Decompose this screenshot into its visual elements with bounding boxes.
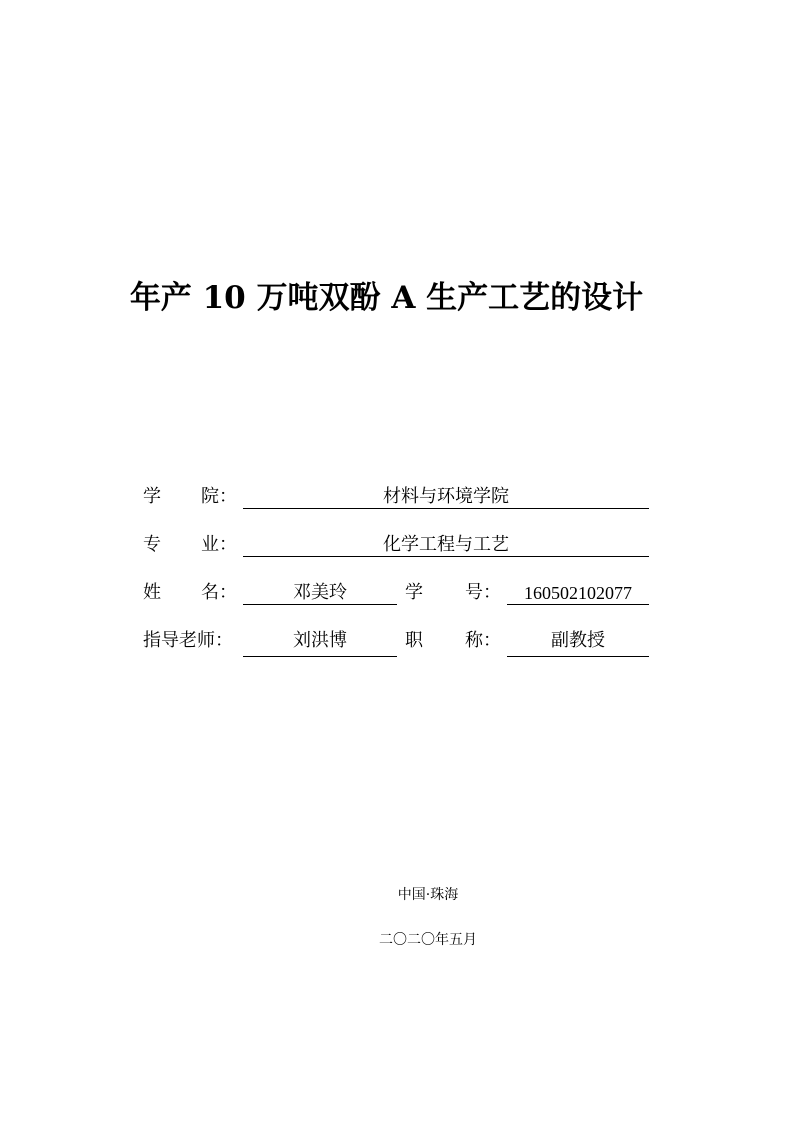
student-id-underline	[507, 604, 649, 605]
rank-label-char-1: 职	[405, 630, 423, 651]
footer-place: 中国·珠海	[397, 887, 459, 903]
student-id-value: 160502102077	[524, 583, 632, 603]
college-underline	[243, 508, 649, 509]
student-id-label-char-2: 号：	[465, 582, 501, 603]
major-label-char-1: 专	[143, 534, 161, 555]
major-underline	[243, 556, 649, 557]
footer-date: 二〇二〇年五月	[379, 932, 477, 948]
student-name-underline	[243, 604, 397, 605]
advisor-value: 刘洪博	[293, 630, 347, 651]
advisor-underline	[243, 656, 397, 657]
name-label-char-2: 名：	[201, 582, 237, 603]
rank-value: 副教授	[551, 630, 605, 651]
major-value: 化学工程与工艺	[383, 534, 509, 555]
advisor-label: 指导老师：	[143, 630, 233, 651]
college-label-char-2: 院：	[201, 486, 237, 507]
rank-underline	[507, 656, 649, 657]
college-label-char-1: 学	[143, 486, 161, 507]
thesis-title: 年产 10 万吨双酚 A 生产工艺的设计	[129, 280, 644, 316]
student-id-label-char-1: 学	[405, 582, 423, 603]
student-name-value: 邓美玲	[293, 582, 347, 603]
rank-label-char-2: 称：	[465, 630, 501, 651]
major-label-char-2: 业：	[201, 534, 237, 555]
name-label-char-1: 姓	[143, 582, 161, 603]
college-value: 材料与环境学院	[383, 486, 509, 507]
